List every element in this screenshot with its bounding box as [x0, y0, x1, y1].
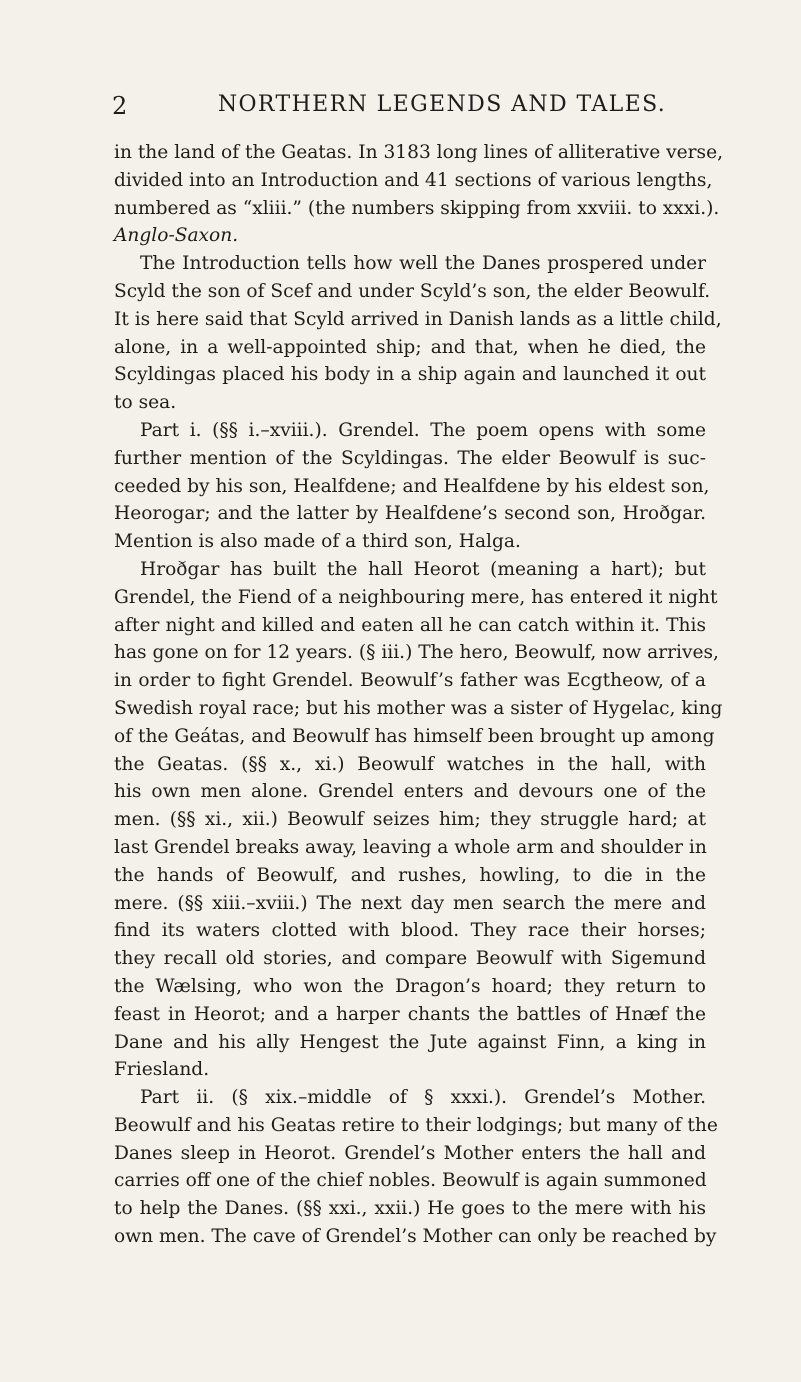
running-head [112, 92, 712, 122]
text-line: It is here said that Scyld arrived in Danish lands as a little child, [114, 308, 722, 330]
text-line: last Grendel breaks away, leaving a whole arm and shoulder in [114, 836, 707, 858]
text-line: of the Geátas, and Beowulf has himself been brought up among [114, 725, 715, 747]
text-line: divided into an Introduction and 41 sections of various lengths, [114, 169, 713, 191]
text-line: has gone on for 12 years. (§ iii.) The hero, Beowulf, now arrives, [114, 642, 719, 664]
text-line: they recall old stories, and compare Beowulf with Sigemund [114, 948, 706, 970]
text-line: after night and killed and eaten all he can catch within it. This [114, 614, 706, 636]
text-line: mere. (§§ xiii.–xviii.) The next day men search the mere and [114, 892, 706, 914]
text-line: alone, in a well-appointed ship; and that, when he died, the [114, 336, 706, 358]
text-line: Hroðgar has built the hall Heorot (meaning a hart); but [140, 558, 706, 580]
text-line: to help the Danes. (§§ xxi., xxii.) He goes to the mere with his [114, 1198, 706, 1220]
running-title: NORTHERN LEGENDS AND TALES. [217, 92, 667, 117]
text-line: the Geatas. (§§ x., xi.) Beowulf watches in the hall, with [114, 753, 706, 775]
text-line: Scyldingas placed his body in a ship again and launched it out [114, 364, 706, 386]
text-line: Dane and his ally Hengest the Jute against Finn, a king in [114, 1031, 706, 1053]
text-line: Swedish royal race; but his mother was a sister of Hygelac, king [114, 697, 723, 719]
text-line: ceeded by his son, Healfdene; and Healfdene by his eldest son, [114, 475, 710, 497]
text-line: The Introduction tells how well the Danes prospered under [140, 253, 706, 275]
part-two-heading-line: Part ii. (§ xix.–middle of § xxxi.). Grendel’s Mother. [140, 1087, 706, 1109]
text-line: in order to fight Grendel. Beowulf’s father was Ecgtheow, of a [114, 670, 706, 692]
text-line: numbered as “xliii.” (the numbers skipping from xxviii. to xxxi.). [114, 197, 720, 219]
text-line: Danes sleep in Heorot. Grendel’s Mother enters the hall and [114, 1142, 706, 1164]
part-one-heading-line: Part i. (§§ i.–xviii.). Grendel. The poem opens with some [140, 419, 706, 441]
text-line: Scyld the son of Scef and under Scyld’s son, the elder Beowulf. [114, 280, 711, 302]
text-line: Heorogar; and the latter by Healfdene’s second son, Hroðgar. [114, 503, 706, 525]
text-line: feast in Heorot; and a harper chants the battles of Hnæf the [114, 1003, 706, 1025]
text-line: his own men alone. Grendel enters and devours one of the [114, 781, 706, 803]
text-line: the Wælsing, who won the Dragon’s hoard; they return to [114, 975, 706, 997]
text-line: to sea. [114, 392, 177, 414]
text-line: Mention is also made of a third son, Halga. [114, 531, 521, 553]
page-number: 2 [112, 92, 128, 120]
text-line: carries off one of the chief nobles. Beowulf is again summoned [114, 1170, 707, 1192]
text-line: find its waters clotted with blood. They race their horses; [114, 920, 706, 942]
body-text [114, 139, 723, 1251]
text-line: Friesland. [114, 1059, 210, 1081]
language-label: Anglo-Saxon. [114, 225, 239, 247]
text-line: men. (§§ xi., xii.) Beowulf seizes him; they struggle hard; at [114, 809, 706, 831]
text-line: in the land of the Geatas. In 3183 long lines of alliterative verse, [114, 142, 723, 163]
text-line: Grendel, the Fiend of a neighbouring mere, has entered it night [114, 586, 718, 608]
text-line: the hands of Beowulf, and rushes, howling, to die in the [114, 864, 706, 886]
text-line: Beowulf and his Geatas retire to their lodgings; but many of the [114, 1114, 718, 1136]
text-line: further mention of the Scyldingas. The elder Beowulf is suc- [114, 447, 706, 469]
text-line: own men. The cave of Grendel’s Mother can only be reached by [114, 1226, 717, 1248]
